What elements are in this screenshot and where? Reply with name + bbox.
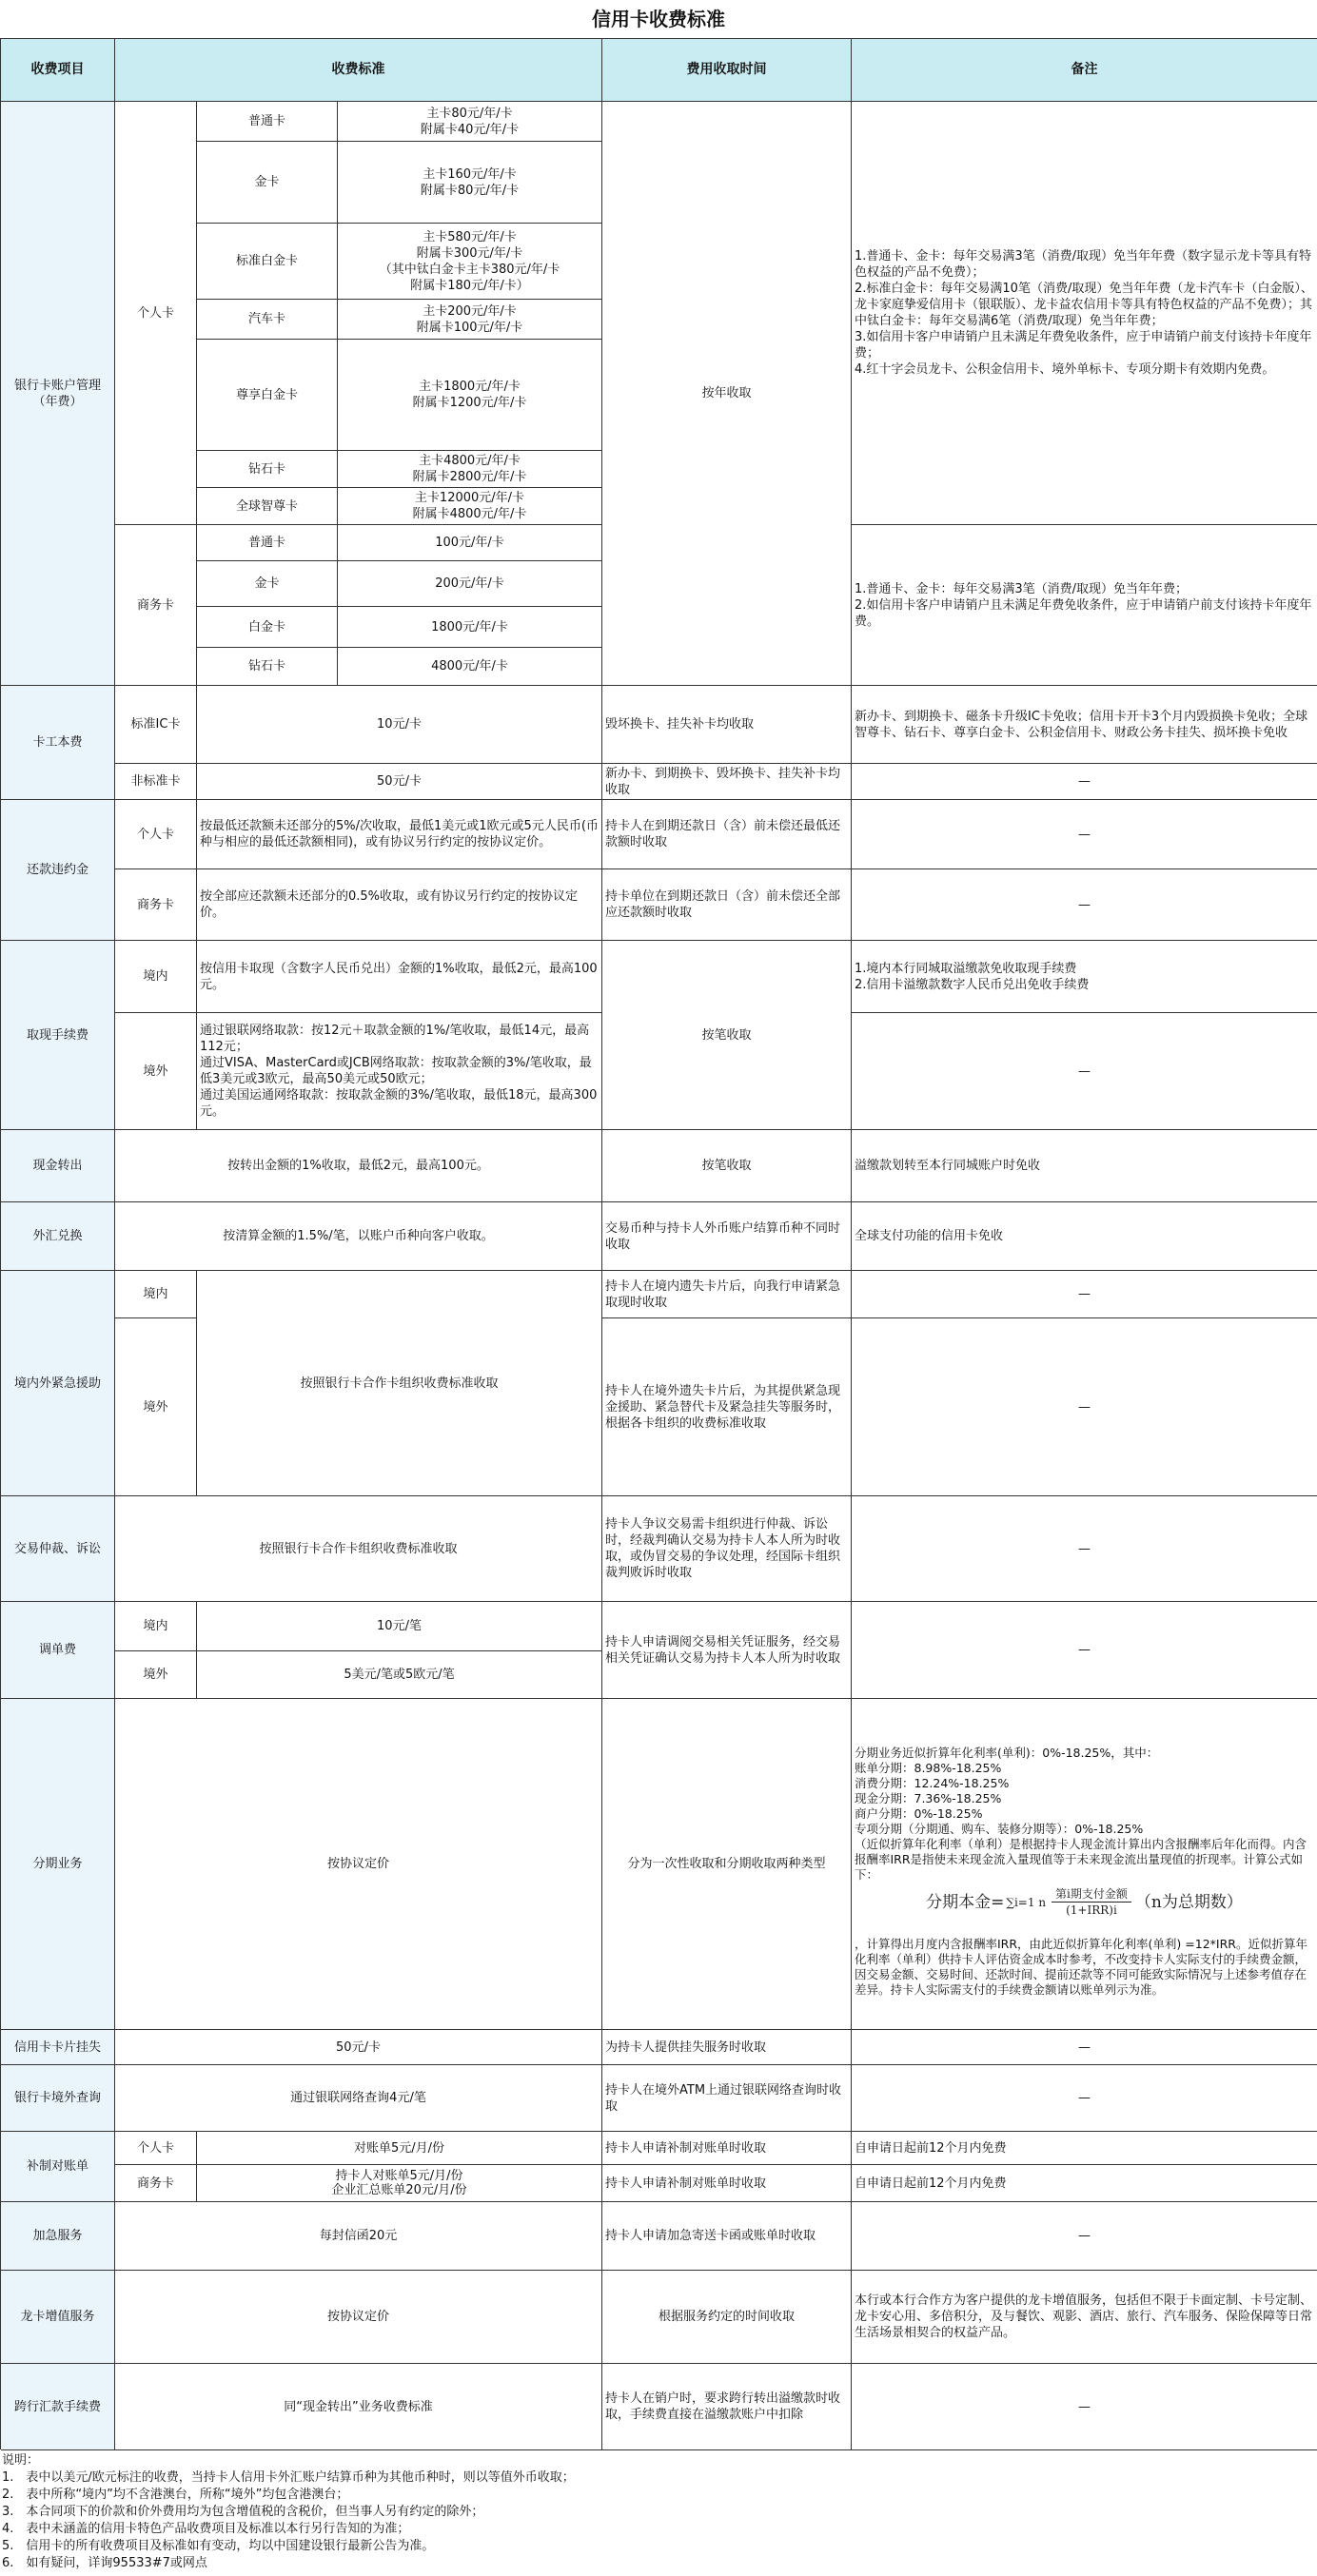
header-remarks: 备注 xyxy=(852,39,1317,102)
overseas-query-fee: 通过银联网络查询4元/笔 xyxy=(115,2065,602,2132)
card-fee-non-label: 非标准卡 xyxy=(115,764,197,800)
formula-fraction xyxy=(1052,1886,1131,1918)
page-title: 信用卡收费标准 xyxy=(592,8,725,30)
annual-business-label: 商务卡 xyxy=(115,525,197,686)
item-emergency: 境内外紧急援助 xyxy=(1,1271,115,1496)
note-line: 3. 本合同项下的价款和价外费用均为包含增值税的含税价，但当事人另有约定的除外； xyxy=(2,2505,484,2519)
installment-remark-rates: 分期业务近似折算年化利率(单利)：0%-18.25%，其中： 账单分期：8.98%-18.25% 消费分期：12.24%-18.25% 现金分期：7.36%-18.25% 商户分期：0%-18.25% 专项分期（分期通、购车、装修分期等）：0%-18.25% （近似折算年化利率（单利）是根据持卡人现金流计算出内含报酬率后年化而得。内含报酬率IRR是指使未来现金流入量现值等于未来现金流出量现值的折现率。计算公式如下： xyxy=(855,1746,1307,1882)
late-b-remark: — xyxy=(852,869,1317,941)
item-late-fee: 还款违约金 xyxy=(1,800,115,941)
late-b-label: 商务卡 xyxy=(115,869,197,941)
annual-p-fee: 主卡4800元/年/卡 附属卡2800元/年/卡 xyxy=(338,451,602,488)
arbitration-time: 持卡人争议交易需卡组织进行仲裁、诉讼时，经裁判确认交易为持卡人本人所为时收取，或伪冒交易的争议处理，经国际卡组织裁判败诉时收取 xyxy=(602,1496,852,1602)
item-cross-border: 跨行汇款手续费 xyxy=(1,2364,115,2450)
annual-p-type: 钻石卡 xyxy=(197,451,338,488)
voucher-overseas-fee: 5美元/笔或5欧元/笔 xyxy=(197,1651,602,1699)
cross-border-time: 持卡人在销户时，要求跨行转出溢缴款时收取，手续费直接在溢缴款账户中扣除 xyxy=(602,2364,852,2450)
lost-card-remark: — xyxy=(852,2030,1317,2065)
notes-section xyxy=(2,2452,1315,2572)
item-installment: 分期业务 xyxy=(1,1699,115,2030)
formula-lhs: 分期本金= xyxy=(926,1892,1005,1912)
late-p-label: 个人卡 xyxy=(115,800,197,869)
card-fee-std-label: 标准IC卡 xyxy=(115,686,197,764)
cash-adv-overseas-fee: 通过银联网络取款：按12元＋取款金额的1%/笔收取，最低14元，最高112元； 通过VISA、MasterCard或JCB网络取款：按取款金额的3%/笔收取，最低3美元或3欧元，最高50美元或50欧元； 通过美国运通网络取款：按取款金额的3%/笔收取，最低18元，最高300元。 xyxy=(197,1013,602,1130)
cash-adv-domestic-label: 境内 xyxy=(115,941,197,1013)
emergency-overseas-remark: — xyxy=(852,1318,1317,1496)
voucher-overseas-label: 境外 xyxy=(115,1651,197,1699)
header-time: 费用收取时间 xyxy=(602,39,852,102)
statement-b-time: 持卡人申请补制对账单时收取 xyxy=(602,2165,852,2202)
emergency-domestic-time: 持卡人在境内遗失卡片后，向我行申请紧急取现时收取 xyxy=(602,1271,852,1318)
arbitration-remark: — xyxy=(852,1496,1317,1602)
header-item: 收费项目 xyxy=(1,39,115,102)
annual-p-fee: 主卡200元/年/卡 附属卡100元/年/卡 xyxy=(338,300,602,340)
cross-border-remark: — xyxy=(852,2364,1317,2450)
annual-p-fee: 主卡1800元/年/卡 附属卡1200元/年/卡 xyxy=(338,340,602,451)
statement-b-label: 商务卡 xyxy=(115,2165,197,2202)
annual-b-fee: 4800元/年/卡 xyxy=(338,648,602,686)
cash-transfer-remark: 溢缴款划转至本行同城账户时免收 xyxy=(852,1130,1317,1202)
annual-personal-label: 个人卡 xyxy=(115,102,197,525)
statement-p-time: 持卡人申请补制对账单时收取 xyxy=(602,2132,852,2165)
fx-time: 交易币种与持卡人外币账户结算币种不同时收取 xyxy=(602,1202,852,1271)
cash-adv-domestic-fee: 按信用卡取现（含数字人民币兑出）金额的1%收取，最低2元，最高100元。 xyxy=(197,941,602,1013)
installment-fee: 按协议定价 xyxy=(115,1699,602,2030)
annual-p-type: 标准白金卡 xyxy=(197,224,338,300)
annual-time: 按年收取 xyxy=(602,102,852,686)
item-card-fee: 卡工本费 xyxy=(1,686,115,800)
late-p-time: 持卡人在到期还款日（含）前未偿还最低还款额时收取 xyxy=(602,800,852,869)
cash-adv-overseas-remark: — xyxy=(852,1013,1317,1130)
fx-remark: 全球支付功能的信用卡免收 xyxy=(852,1202,1317,1271)
arbitration-fee: 按照银行卡合作卡组织收费标准收取 xyxy=(115,1496,602,1602)
annual-b-fee: 200元/年/卡 xyxy=(338,561,602,607)
statement-b-remark: 自申请日起前12个月内免费 xyxy=(852,2165,1317,2202)
annual-p-type: 尊享白金卡 xyxy=(197,340,338,451)
item-overseas-query: 银行卡境外查询 xyxy=(1,2065,115,2132)
item-fx: 外汇兑换 xyxy=(1,1202,115,1271)
annual-business-remark: 1.普通卡、金卡：每年交易满3笔（消费/取现）免当年年费； 2.如信用卡客户申请销户且未满足年费免收条件，应于申请销户前支付该持卡年度年费。 xyxy=(852,525,1317,686)
header-standard: 收费标准 xyxy=(115,39,602,102)
formula-sum: ∑i=1 n xyxy=(1006,1895,1047,1909)
cash-transfer-fee: 按转出金额的1%收取，最低2元，最高100元。 xyxy=(115,1130,602,1202)
cash-adv-overseas-label: 境外 xyxy=(115,1013,197,1130)
cash-adv-domestic-remark: 1.境内本行同城取溢缴款免收取现手续费 2.信用卡溢缴款数字人民币兑出免收手续费 xyxy=(852,941,1317,1013)
emergency-overseas-label: 境外 xyxy=(115,1318,197,1496)
card-fee-non-remark: — xyxy=(852,764,1317,800)
card-fee-std-fee: 10元/卡 xyxy=(197,686,602,764)
annual-p-fee: 主卡80元/年/卡 附属卡40元/年/卡 xyxy=(338,102,602,142)
voucher-time: 持卡人申请调阅交易相关凭证服务，经交易相关凭证确认交易为持卡人本人所为时收取 xyxy=(602,1602,852,1699)
annual-personal-remark: 1.普通卡、金卡：每年交易满3笔（消费/取现）免当年年费（数字显示龙卡等具有特色权益的产品不免费）； 2.标准白金卡：每年交易满10笔（消费/取现）免当年年费（龙卡汽车卡（白金版）、龙卡家庭挚爱信用卡（银联版）、龙卡益农信用卡等具有特色权益的产品不免费）；其中钛白金卡：每年交易满6笔（消费/取现）免当年年费； 3.如信用卡客户申请销户且未满足年费免收条件，应于申请销户前支付该持卡年度年费； 4.红十字会员龙卡、公积金信用卡、境外单标卡、专项分期卡有效期内免费。 xyxy=(852,102,1317,525)
annual-b-type: 白金卡 xyxy=(197,607,338,648)
statement-p-fee: 对账单5元/月/份 xyxy=(197,2132,602,2165)
card-fee-std-time: 毁坏换卡、挂失补卡均收取 xyxy=(602,686,852,764)
voucher-domestic-label: 境内 xyxy=(115,1602,197,1651)
express-fee: 每封信函20元 xyxy=(115,2202,602,2271)
note-line: 说明： xyxy=(2,2453,40,2468)
annual-b-type: 钻石卡 xyxy=(197,648,338,686)
annual-p-fee: 主卡160元/年/卡 附属卡80元/年/卡 xyxy=(338,142,602,224)
item-cash-transfer: 现金转出 xyxy=(1,1130,115,1202)
annual-p-type: 金卡 xyxy=(197,142,338,224)
card-fee-non-time: 新办卡、到期换卡、毁坏换卡、挂失补卡均收取 xyxy=(602,764,852,800)
cross-border-fee: 同“现金转出”业务收费标准 xyxy=(115,2364,602,2450)
statement-b-fee: 持卡人对账单5元/月/份 企业汇总账单20元/月/份 xyxy=(197,2165,602,2202)
installment-remark-irr: ，计算得出月度内含报酬率IRR，由此近似折算年化利率(单利) =12*IRR。近似折算年化利率（单利）供持卡人评估资金成本时参考，不改变持卡人实际支付的手续费金额，因交易金额、交易时间、还款时间、提前还款等不同可能致实际情况与上述参考值存在差异。持卡人实际需支付的手续费金额请以账单列示为准。 xyxy=(855,1937,1307,1997)
formula-note: （n为总期数） xyxy=(1134,1892,1243,1912)
annual-b-fee: 1800元/年/卡 xyxy=(338,607,602,648)
note-line: 2. 表中所称“境内”均不含港澳台，所称“境外”均包含港澳台； xyxy=(2,2488,349,2502)
annual-p-fee: 主卡580元/年/卡 附属卡300元/年/卡 （其中钛白金卡主卡380元/年/卡 附属卡180元/年/卡） xyxy=(338,224,602,300)
installment-time: 分为一次性收取和分期收取两种类型 xyxy=(602,1699,852,2030)
fee-table xyxy=(0,38,1317,2449)
annual-p-type: 汽车卡 xyxy=(197,300,338,340)
item-value-added: 龙卡增值服务 xyxy=(1,2271,115,2364)
emergency-domestic-label: 境内 xyxy=(115,1271,197,1318)
late-b-time: 持卡单位在到期还款日（含）前未偿还全部应还款额时收取 xyxy=(602,869,852,941)
item-statement: 补制对账单 xyxy=(1,2132,115,2202)
item-lost-card: 信用卡卡片挂失 xyxy=(1,2030,115,2065)
annual-p-type: 全球智尊卡 xyxy=(197,488,338,525)
statement-p-label: 个人卡 xyxy=(115,2132,197,2165)
late-p-remark: — xyxy=(852,800,1317,869)
note-line: 5. 信用卡的所有收费项目及标准如有变动，均以中国建设银行最新公告为准。 xyxy=(2,2539,435,2553)
item-express: 加急服务 xyxy=(1,2202,115,2271)
card-fee-std-remark: 新办卡、到期换卡、磁条卡升级IC卡免收；信用卡开卡3个月内毁损换卡免收；全球智尊卡、钻石卡、尊享白金卡、公积金信用卡、财政公务卡挂失、损坏换卡免收 xyxy=(852,686,1317,764)
lost-card-time: 为持卡人提供挂失服务时收取 xyxy=(602,2030,852,2065)
formula-numerator: 第i期支付金额 xyxy=(1052,1886,1131,1903)
express-remark: — xyxy=(852,2202,1317,2271)
item-annual-fee: 银行卡账户管理 （年费） xyxy=(1,102,115,686)
emergency-fee: 按照银行卡合作卡组织收费标准收取 xyxy=(197,1271,602,1496)
annual-b-type: 金卡 xyxy=(197,561,338,607)
annual-p-fee: 主卡12000元/年/卡 附属卡4800元/年/卡 xyxy=(338,488,602,525)
item-arbitration: 交易仲裁、诉讼 xyxy=(1,1496,115,1602)
late-b-fee: 按全部应还款额未还部分的0.5%收取，或有协议另行约定的按协议定价。 xyxy=(197,869,602,941)
emergency-domestic-remark: — xyxy=(852,1271,1317,1318)
item-voucher: 调单费 xyxy=(1,1602,115,1699)
item-cash-advance: 取现手续费 xyxy=(1,941,115,1130)
voucher-remark: — xyxy=(852,1602,1317,1699)
fx-fee: 按清算金额的1.5%/笔，以账户币种向客户收取。 xyxy=(115,1202,602,1271)
irr-formula xyxy=(855,1886,1314,1918)
late-p-fee: 按最低还款额未还部分的5%/次收取，最低1美元或1欧元或5元人民币(币种与相应的最低还款额相同)，或有协议另行约定的按协议定价。 xyxy=(197,800,602,869)
card-fee-non-fee: 50元/卡 xyxy=(197,764,602,800)
overseas-query-time: 持卡人在境外ATM上通过银联网络查询时收取 xyxy=(602,2065,852,2132)
note-line: 6. 如有疑问，详询95533#7或网点 xyxy=(2,2556,207,2570)
statement-p-remark: 自申请日起前12个月内免费 xyxy=(852,2132,1317,2165)
value-added-time: 根据服务约定的时间收取 xyxy=(602,2271,852,2364)
annual-b-type: 普通卡 xyxy=(197,525,338,561)
note-line: 1. 表中以美元/欧元标注的收费，当持卡人信用卡外汇账户结算币种为其他币种时，则以等值外币收取； xyxy=(2,2470,575,2485)
overseas-query-remark: — xyxy=(852,2065,1317,2132)
express-time: 持卡人申请加急寄送卡函或账单时收取 xyxy=(602,2202,852,2271)
lost-card-fee: 50元/卡 xyxy=(115,2030,602,2065)
emergency-overseas-time: 持卡人在境外遗失卡片后，为其提供紧急现金援助、紧急替代卡及紧急挂失等服务时，根据各卡组织的收费标准收取 xyxy=(602,1318,852,1496)
installment-remark xyxy=(852,1699,1317,2030)
cash-adv-time: 按笔收取 xyxy=(602,941,852,1130)
value-added-remark: 本行或本行合作方为客户提供的龙卡增值服务，包括但不限于卡面定制、卡号定制、龙卡安心用、多倍积分，及与餐饮、观影、酒店、旅行、汽车服务、保险保障等日常生活场景相契合的权益产品。 xyxy=(852,2271,1317,2364)
annual-b-fee: 100元/年/卡 xyxy=(338,525,602,561)
note-line: 4. 表中未涵盖的信用卡特色产品收费项目及标准以本行另行告知的为准； xyxy=(2,2522,410,2536)
formula-denominator: (1+IRR)i xyxy=(1066,1903,1117,1917)
voucher-domestic-fee: 10元/笔 xyxy=(197,1602,602,1651)
annual-p-type: 普通卡 xyxy=(197,102,338,142)
cash-transfer-time: 按笔收取 xyxy=(602,1130,852,1202)
value-added-fee: 按协议定价 xyxy=(115,2271,602,2364)
